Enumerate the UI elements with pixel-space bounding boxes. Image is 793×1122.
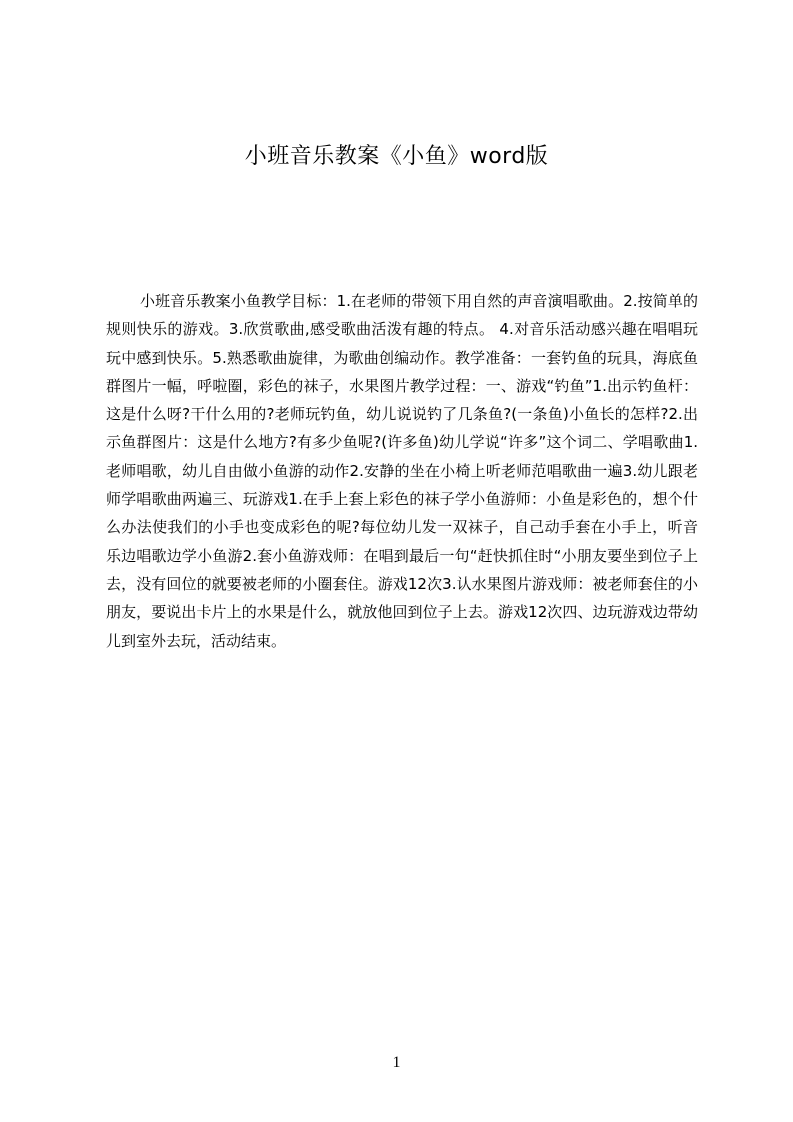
page-number: 1 [392, 1054, 401, 1071]
document-body-paragraph: 小班音乐教案小鱼教学目标：1.在老师的带领下用自然的声音演唱歌曲。2.按简单的规则快乐的游戏。3.欣赏歌曲,感受歌曲活泼有趣的特点。 4.对音乐活动感兴趣在唱唱玩玩中感到快乐。5.熟悉歌曲旋律，为歌曲创编动作。教学准备：一套钓鱼的玩具，海底鱼群图片一幅，呼啦圈，彩色的袜子，水果图片教学过程：一、游戏“钓鱼”1.出示钓鱼杆：这是什么呀?干什么用的?老师玩钓鱼，幼儿说说钓了几条鱼?(一条鱼)小鱼长的怎样?2.出示鱼群图片：这是什么地方?有多少鱼呢?(许多鱼)幼儿学说“许多”这个词二、学唱歌曲1.老师唱歌，幼儿自由做小鱼游的动作2.安静的坐在小椅上听老师范唱歌曲一遍3.幼儿跟老师学唱歌曲两遍三、玩游戏1.在手上套上彩色的袜子学小鱼游师：小鱼是彩色的，想个什么办法使我们的小手也变成彩色的呢?每位幼儿发一双袜子，自己动手套在小手上，听音乐边唱歌边学小鱼游2.套小鱼游戏师：在唱到最后一句“赶快抓住时“小朋友要坐到位子上去，没有回位的就要被老师的小圈套住。游戏12次3.认水果图片游戏师：被老师套住的小朋友，要说出卡片上的水果是什么，就放他回到位子上去。游戏12次四、边玩游戏边带幼儿到室外去玩，活动结束。 [106, 292, 698, 650]
document-title: 小班音乐教案《小鱼》word版 [244, 144, 549, 169]
